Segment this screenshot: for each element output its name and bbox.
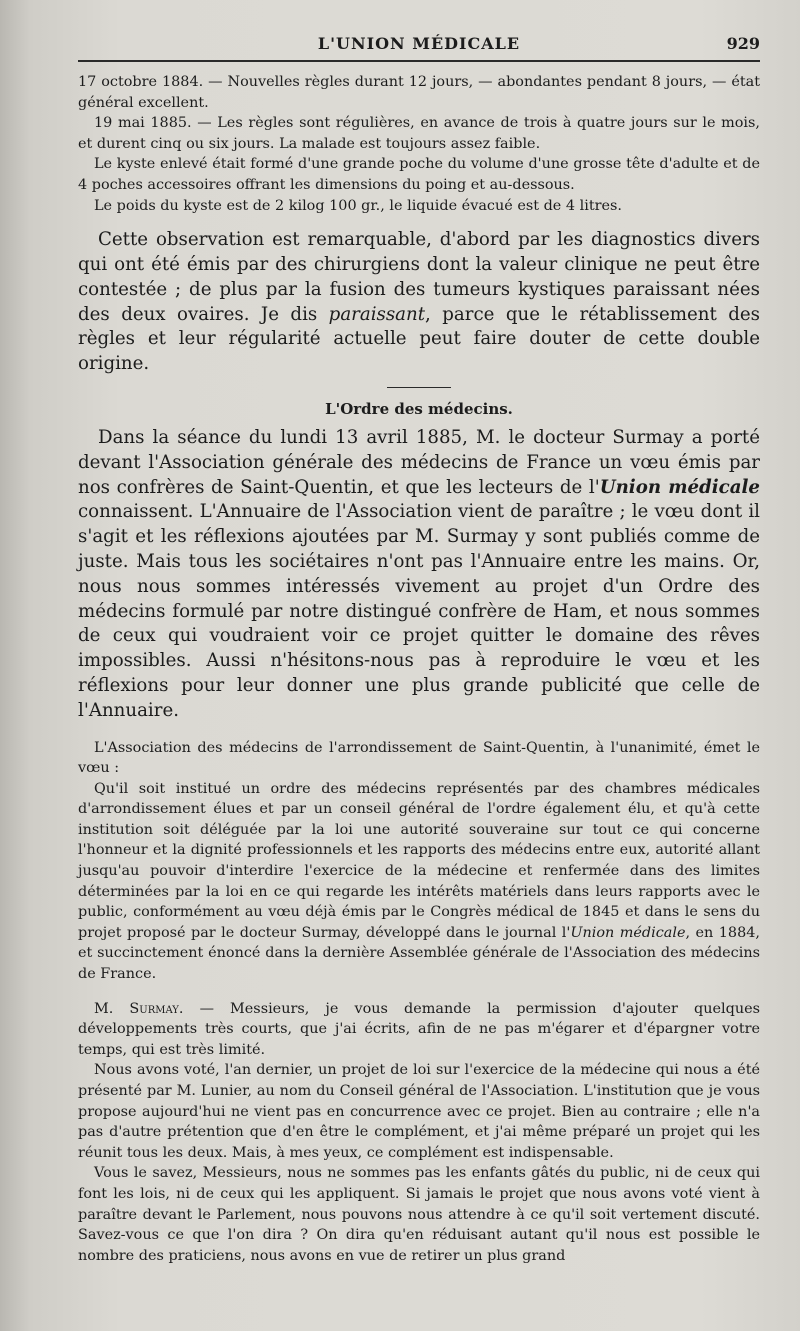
voeu-emphasis: Union médicale	[570, 924, 686, 941]
voeu-body	[78, 779, 760, 985]
running-title: L'UNION MÉDICALE	[317, 34, 521, 53]
case-note: Le poids du kyste est de 2 kilog 100 gr., le liquide évacué est de 4 litres.	[94, 197, 622, 214]
speech-paragraph: Vous le savez, Messieurs, nous ne sommes pas les enfants gâtés du public, ni de ceux qui font les lois, ni de ceux qui les appliquent. Si jamais le projet que nous avons voté vient à paraître devant le Parlement, nous pouvons nous attendre à ce qu'il soit vertement discuté. Savez-vous ce que l'on dira ? On dira qu'en réduisant autant qu'il nous est possible le nombre des praticiens, nous avons en vue de retirer un plus grand	[78, 1165, 760, 1264]
section-divider	[387, 387, 451, 388]
speech-paragraph: Nous avons voté, l'an dernier, un projet de loi sur l'exercice de la médecine qui nous a été présenté par M. Lunier, au nom du Conseil général de l'Association. L'institution que je vous propose aujourd'hui ne vient pas en concurrence avec ce projet. Bien au contraire ; elle n'a pas d'autre prétention que d'en être le complément, et j'ai même préparé un projet qui les réunit tous les deux. Mais, à mes yeux, ce complément est indispensable.	[78, 1062, 760, 1161]
voeu-body-text-end: , en 1884, et succinctement énoncé dans la dernière Assemblée générale de l'Association des médecins de France.	[78, 924, 760, 983]
section-intro	[78, 426, 760, 724]
case-note: 19 mai 1885. — Les règles sont régulières, en avance de trois à quatre jours sur le mois, et durent cinq ou six jours. La malade est toujours assez faible.	[78, 115, 760, 152]
intro-text: Dans la séance du lundi 13 avril 1885, M. le docteur Surmay a porté devant l'Association générale des médecins de France un vœu émis par nos confrères de Saint-Quentin, et que les lecteurs de l'	[78, 426, 760, 498]
case-note: Le kyste enlevé était formé d'une grande poche du volume d'une grosse tête d'adulte et de 4 poches accessoires offrant les dimensions du poing et au-dessous.	[78, 156, 760, 193]
observation-text-end: , parce que le rétablissement des règles et leur régularité actuelle peut faire douter de cette double origine.	[78, 303, 760, 375]
speaker-name: M. Surmay.	[94, 1000, 184, 1017]
intro-emphasis: Union médicale	[599, 476, 760, 498]
observation-text: Cette observation est remarquable, d'abord par les diagnostics divers qui ont été émis par des chirurgiens dont la valeur clinique ne peut être contestée ; de plus par la fusion des tumeurs kystiques paraissant nées des deux ovaires. Je dis	[78, 229, 760, 325]
page-header	[78, 30, 760, 62]
intro-text-end: connaissent. L'Annuaire de l'Association vient de paraître ; le vœu dont il s'agit et les réflexions ajoutées par M. Surmay y sont publiés comme de juste. Mais tous les sociétaires n'ont pas l'Annuaire entre les mains. Or, nous nous sommes intéressés vivement au projet d'un Ordre des médecins formulé par notre distingué confrère de Ham, et nous sommes de ceux qui voudraient voir ce projet quitter le domaine des rêves impossibles. Aussi n'hésitons-nous pas à reproduire le vœu et les réflexions pour leur donner une plus grande publicité que celle de l'Annuaire.	[78, 501, 760, 721]
speech-paragraph	[78, 999, 760, 1061]
voeu-preamble: L'Association des médecins de l'arrondissement de Saint-Quentin, à l'unanimité, émet le vœu :	[78, 739, 760, 777]
page-number: 929	[726, 34, 760, 53]
observation-emphasis: paraissant	[328, 303, 426, 325]
observation-paragraph	[78, 228, 760, 377]
case-note: 17 octobre 1884. — Nouvelles règles durant 12 jours, — abondantes pendant 8 jours, — état général excellent.	[78, 74, 760, 111]
speech-text: — Messieurs, je vous demande la permission d'ajouter quelques développements très courts, que j'ai écrits, afin de ne pas m'égarer et d'épargner votre temps, qui est très limité.	[78, 1000, 761, 1058]
speech-block	[78, 999, 760, 1267]
section-title: L'Ordre des médecins.	[325, 399, 513, 418]
voeu-body-text: Qu'il soit institué un ordre des médecins représentés par des chambres médicales d'arrondissement élues et par un conseil général de l'ordre également élu, et qu'à cette institution soit déléguée par la loi une autorité souveraine sur tout ce qui concerne l'honneur et la dignité professionnels et les rapports des médecins entre eux, autorité allant jusqu'au pouvoir d'interdire l'exercice de la médecine et renfermée dans des limites déterminées par la loi en ce qui regarde les intérêts matériels dans leurs rapports avec le public, conformément au vœu déjà émis par le Congrès médical de 1845 et dans le sens du projet proposé par le docteur Surmay, développé dans le journal l'	[78, 780, 760, 941]
case-notes	[78, 72, 760, 216]
voeu-block	[78, 738, 760, 985]
